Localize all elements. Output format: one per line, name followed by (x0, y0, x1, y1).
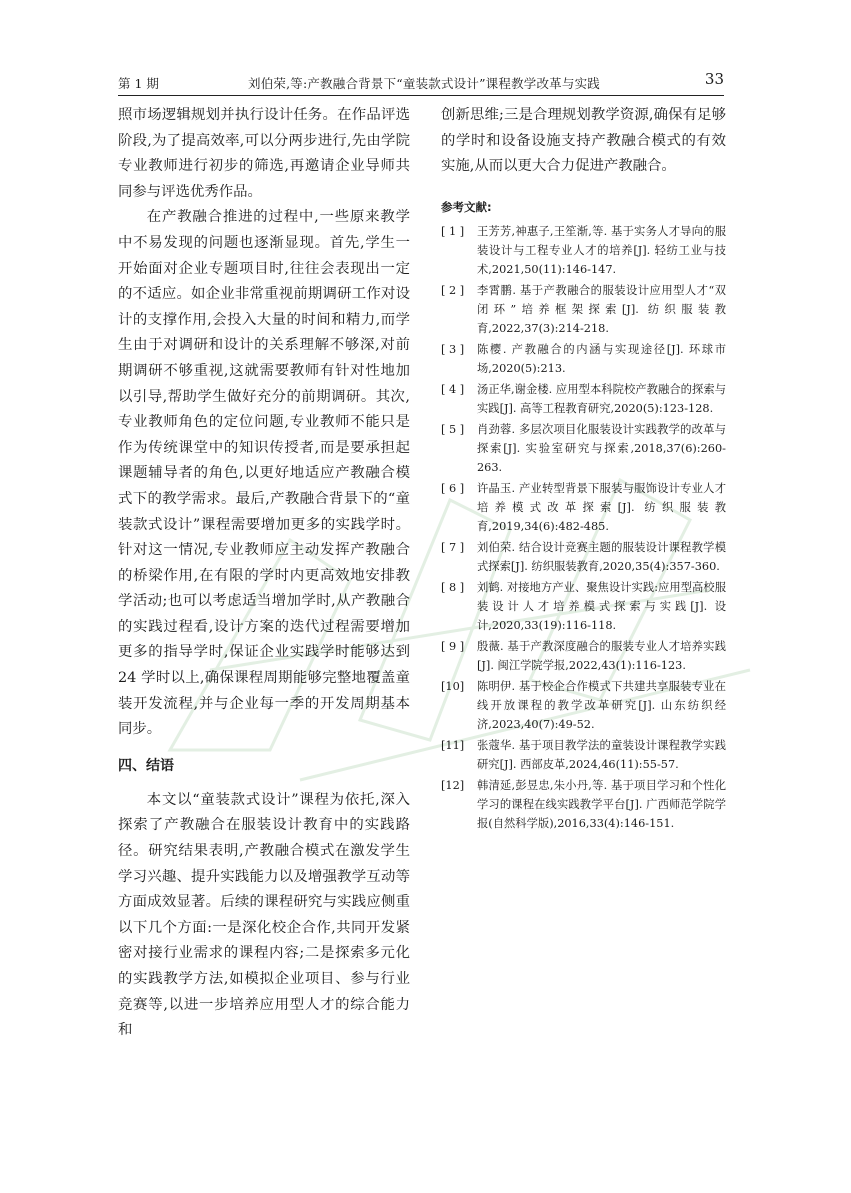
reference-text: 肖劲蓉. 多层次项目化服装设计实践教学的改革与探索[J]. 实验室研究与探索,2018,37(6):260-263. (477, 422, 726, 474)
reference-item (441, 222, 726, 279)
reference-item (441, 380, 726, 418)
reference-number: [11] (441, 738, 465, 752)
references-heading: 参考文献: (441, 199, 492, 214)
reference-item (441, 637, 726, 675)
reference-number: [ 5 ] (441, 422, 465, 436)
reference-text: 刘伯荣. 结合设计竞赛主题的服装设计课程教学模式探索[J]. 纺织服装教育,2020,35(4):357-360. (477, 540, 726, 573)
reference-item (441, 677, 726, 734)
reference-number: [ 3 ] (441, 342, 465, 356)
reference-item (441, 479, 726, 536)
header-rule (118, 95, 724, 96)
reference-text: 殷薇. 基于产教深度融合的服装专业人才培养实践[J]. 闽江学院学报,2022,43(1):116-123. (477, 639, 726, 672)
reference-text: 陈樱. 产教融合的内涵与实现途径[J]. 环球市场,2020(5):213. (477, 342, 726, 375)
reference-number: [10] (441, 679, 465, 693)
reference-text: 李霄鹏. 基于产教融合的服装设计应用型人才“双闭环”培养框架探索[J]. 纺织服装教育,2022,37(3):214-218. (477, 283, 726, 335)
reference-text: 陈明伊. 基于校企合作模式下共建共享服装专业在线开放课程的教学改革研究[J]. 山东纺织经济,2023,40(7):49-52. (477, 679, 726, 731)
reference-item (441, 538, 726, 576)
body-paragraph: 在产教融合推进的过程中,一些原来教学中不易发现的问题也逐渐显现。首先,学生一开始面对企业专题项目时,往往会表现出一定的不适应。如企业非常重视前期调研工作对设计的支撑作用,会投入大量的时间和精力,而学生由于对调研和设计的关系理解不够深,对前期调研不够重视,这就需要教师有针对性地加以引导,帮助学生做好充分的前期调研。其次,专业教师角色的定位问题,专业教师不能只是作为传统课堂中的知识传授者,而是要承担起课题辅导者的角色,以更好地适应产教融合模式下的教学需求。最后,产教融合背景下的“童装款式设计”课程需要增加更多的实践学时。针对这一情况,专业教师应主动发挥产教融合的桥梁作用,在有限的学时内更高效地安排教学活动;也可以考虑适当增加学时,从产教融合的实践过程看,设计方案的迭代过程需要增加更多的指导学时,保证企业实践学时能够达到 24 学时以上,确保课程周期能够完整地覆盖童装开发流程,并与企业每一季的开发周期基本同步。 (118, 209, 410, 738)
reference-item (441, 340, 726, 378)
reference-list (441, 222, 726, 833)
reference-text: 王芳芳,神惠子,王笙渐,等. 基于实务人才导向的服装设计与工程专业人才的培养[J]. 轻纺工业与技术,2021,50(11):146-147. (477, 224, 726, 276)
section-heading: 四、结语 (118, 757, 174, 774)
left-column (118, 103, 410, 1044)
issue-label: 第 1 期 (118, 76, 159, 91)
reference-number: [ 2 ] (441, 283, 465, 297)
running-title: 刘伯荣,等:产教融合背景下“童装款式设计”课程教学改革与实践 (248, 76, 600, 91)
reference-number: [ 7 ] (441, 540, 465, 554)
reference-text: 韩清延,彭昱忠,朱小丹,等. 基于项目学习和个性化学习的课程在线实践教学平台[J]. 广西师范学院学报(自然科学版),2016,33(4):146-151. (477, 778, 726, 830)
running-header (118, 70, 724, 96)
body-paragraph: 照市场逻辑规划并执行设计任务。在作品评选阶段,为了提高效率,可以分两步进行,先由学院专业教师进行初步的筛选,再邀请企业导师共同参与评选优秀作品。 (118, 107, 410, 200)
reference-number: [ 1 ] (441, 224, 465, 238)
reference-item (441, 578, 726, 635)
reference-item (441, 736, 726, 774)
reference-item (441, 776, 726, 833)
reference-item (441, 281, 726, 338)
reference-number: [ 6 ] (441, 481, 465, 495)
reference-text: 刘鹤. 对接地方产业、聚焦设计实践:应用型高校服装设计人才培养模式探索与实践[J]. 设计,2020,33(19):116-118. (477, 580, 726, 632)
reference-text: 许晶玉. 产业转型背景下服装与服饰设计专业人才培养模式改革探索[J]. 纺织服装教育,2019,34(6):482-485. (477, 481, 726, 533)
reference-number: [ 4 ] (441, 382, 465, 396)
reference-number: [ 9 ] (441, 639, 465, 653)
reference-number: [ 8 ] (441, 580, 465, 594)
body-paragraph: 创新思维;三是合理规划教学资源,确保有足够的学时和设备设施支持产教融合模式的有效实施,从而以更大合力促进产教融合。 (441, 107, 726, 175)
reference-text: 汤正华,谢金楼. 应用型本科院校产教融合的探索与实践[J]. 高等工程教育研究,2020(5):123-128. (477, 382, 726, 415)
right-column (441, 103, 726, 835)
reference-text: 张蔻华. 基于项目教学法的童装设计课程教学实践研究[J]. 西部皮革,2024,46(11):55-57. (477, 738, 726, 771)
body-paragraph: 本文以“童装款式设计”课程为依托,深入探索了产教融合在服装设计教育中的实践路径。研究结果表明,产教融合模式在激发学生学习兴趣、提升实践能力以及增强教学互动等方面成效显著。后续的课程研究与实践应侧重以下几个方面:一是深化校企合作,共同开发紧密对接行业需求的课程内容;二是探索多元化的实践教学方法,如模拟企业项目、参与行业竞赛等,以进一步培养应用型人才的综合能力和 (118, 791, 410, 1039)
reference-number: [12] (441, 778, 465, 792)
reference-item (441, 420, 726, 477)
page-number: 33 (704, 70, 724, 88)
